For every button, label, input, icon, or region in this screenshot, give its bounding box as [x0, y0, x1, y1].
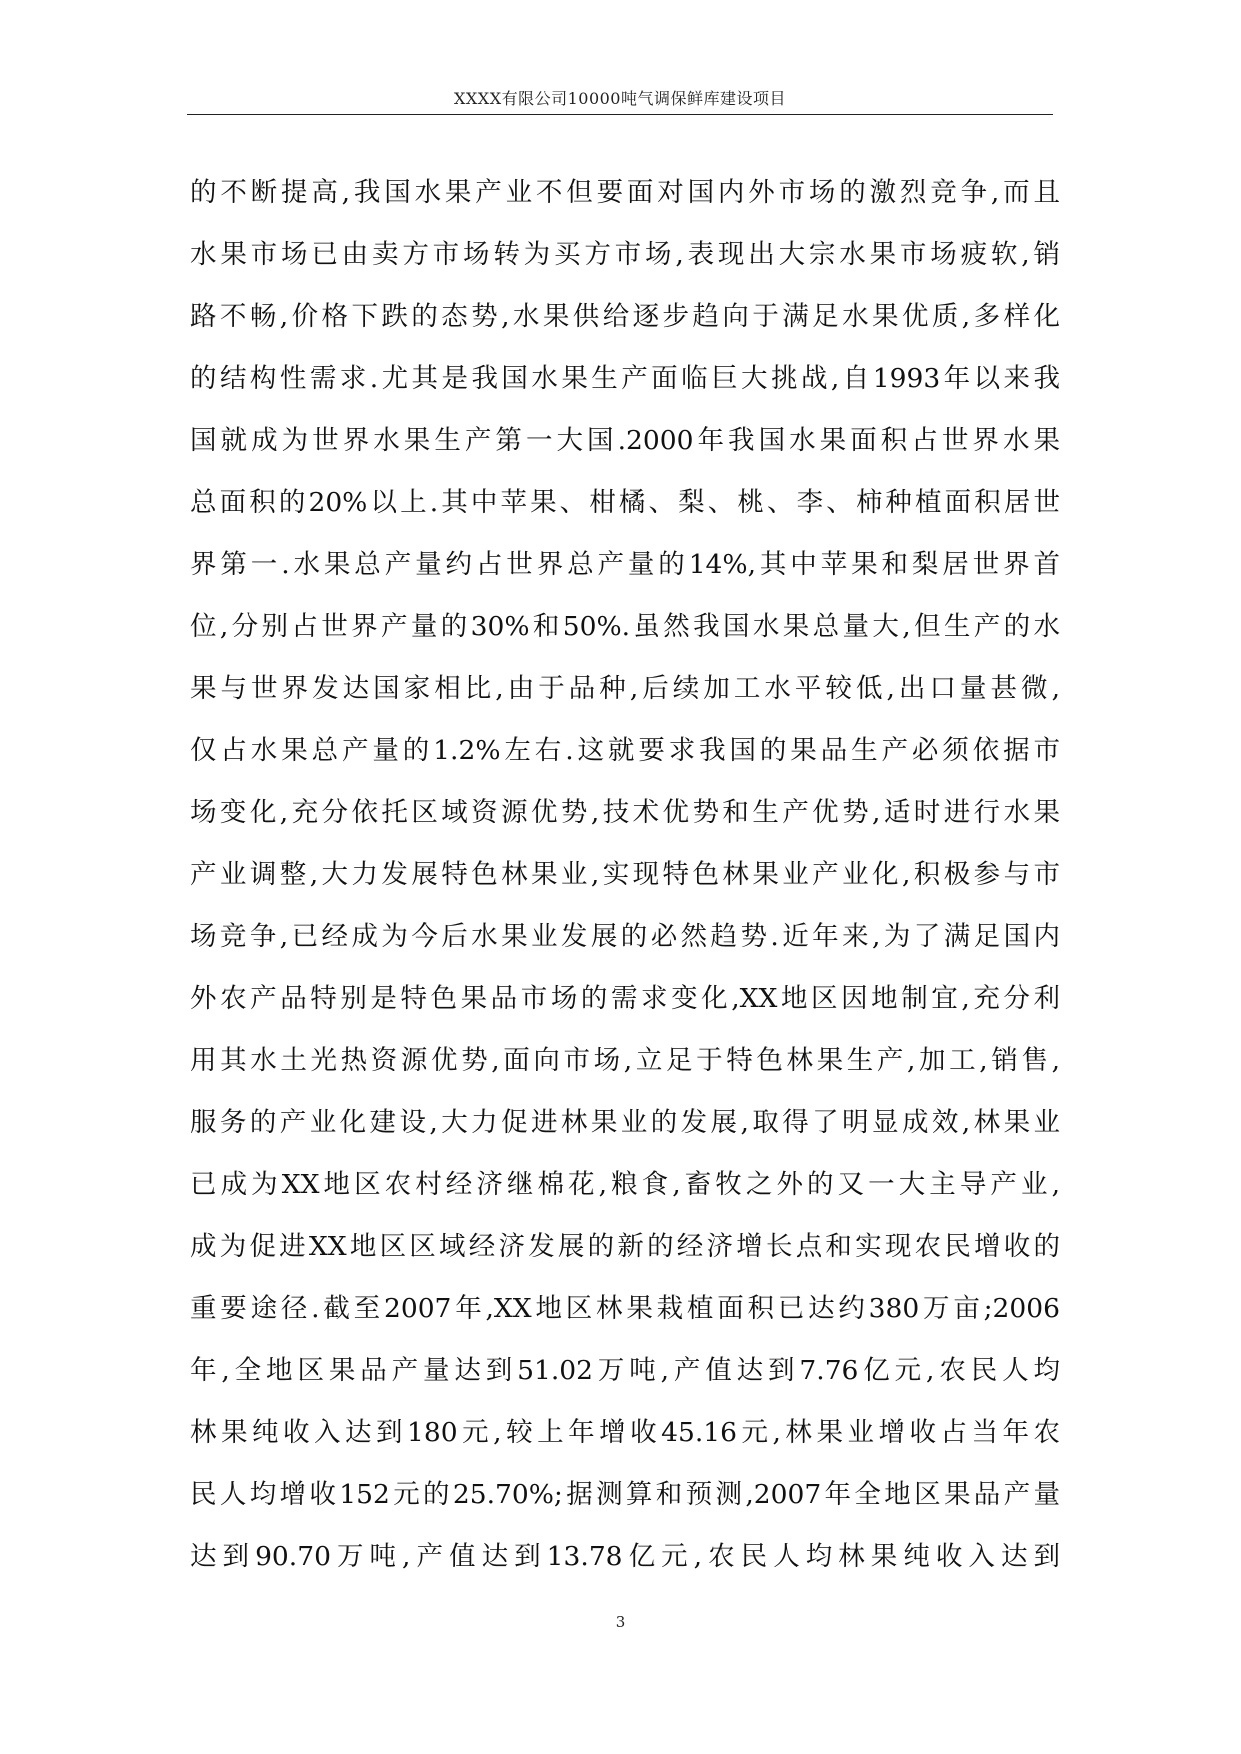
- body-text-line: 位,分别占世界产量的30%和50%.虽然我国水果总量大,但生产的水: [190, 611, 1060, 642]
- body-text-line: 林果纯收入达到180元,较上年增收45.16元,林果业增收占当年农: [190, 1417, 1060, 1448]
- body-text-line: 国就成为世界水果生产第一大国.2000年我国水果面积占世界水果: [190, 425, 1060, 456]
- body-text-line: 产业调整,大力发展特色林果业,实现特色林果业产业化,积极参与市: [190, 859, 1060, 890]
- body-text-line: 路不畅,价格下跌的态势,水果供给逐步趋向于满足水果优质,多样化: [190, 301, 1060, 332]
- body-text-line: 场变化,充分依托区域资源优势,技术优势和生产优势,适时进行水果: [190, 797, 1060, 828]
- page-header: XXXX有限公司10000吨气调保鲜库建设项目: [187, 84, 1053, 115]
- body-text-line: 总面积的20%以上.其中苹果、柑橘、梨、桃、李、柿种植面积居世: [190, 487, 1060, 518]
- page-number: 3: [615, 1613, 626, 1631]
- body-text-line: 仅占水果总产量的1.2%左右.这就要求我国的果品生产必须依据市: [190, 735, 1060, 766]
- body-text-line: 已成为XX地区农村经济继棉花,粮食,畜牧之外的又一大主导产业,: [190, 1169, 1060, 1200]
- body-text-line: 外农产品特别是特色果品市场的需求变化,XX地区因地制宜,充分利: [190, 983, 1060, 1014]
- body-text-line: 民人均增收152元的25.70%;据测算和预测,2007年全地区果品产量: [190, 1479, 1060, 1510]
- body-text-line: 水果市场已由卖方市场转为买方市场,表现出大宗水果市场疲软,销: [190, 239, 1060, 270]
- body-text-line: 年,全地区果品产量达到51.02万吨,产值达到7.76亿元,农民人均: [190, 1355, 1060, 1386]
- body-text-line: 成为促进XX地区区域经济发展的新的经济增长点和实现农民增收的: [190, 1231, 1060, 1262]
- body-text-line: 的不断提高,我国水果产业不但要面对国内外市场的激烈竞争,而且: [190, 177, 1060, 208]
- body-text-line: 达到90.70万吨,产值达到13.78亿元,农民人均林果纯收入达到: [190, 1541, 1060, 1572]
- body-text-line: 场竞争,已经成为今后水果业发展的必然趋势.近年来,为了满足国内: [190, 921, 1060, 952]
- body-text-line: 界第一.水果总产量约占世界总产量的14%,其中苹果和梨居世界首: [190, 549, 1060, 580]
- body-text-line: 用其水土光热资源优势,面向市场,立足于特色林果生产,加工,销售,: [190, 1045, 1060, 1076]
- body-text-line: 的结构性需求.尤其是我国水果生产面临巨大挑战,自1993年以来我: [190, 363, 1060, 394]
- body-text: [190, 162, 1060, 1588]
- body-text-line: 重要途径.截至2007年,XX地区林果栽植面积已达约380万亩;2006: [190, 1293, 1060, 1324]
- body-text-line: 果与世界发达国家相比,由于品种,后续加工水平较低,出口量甚微,: [190, 673, 1060, 704]
- body-text-line: 服务的产业化建设,大力促进林果业的发展,取得了明显成效,林果业: [190, 1107, 1060, 1138]
